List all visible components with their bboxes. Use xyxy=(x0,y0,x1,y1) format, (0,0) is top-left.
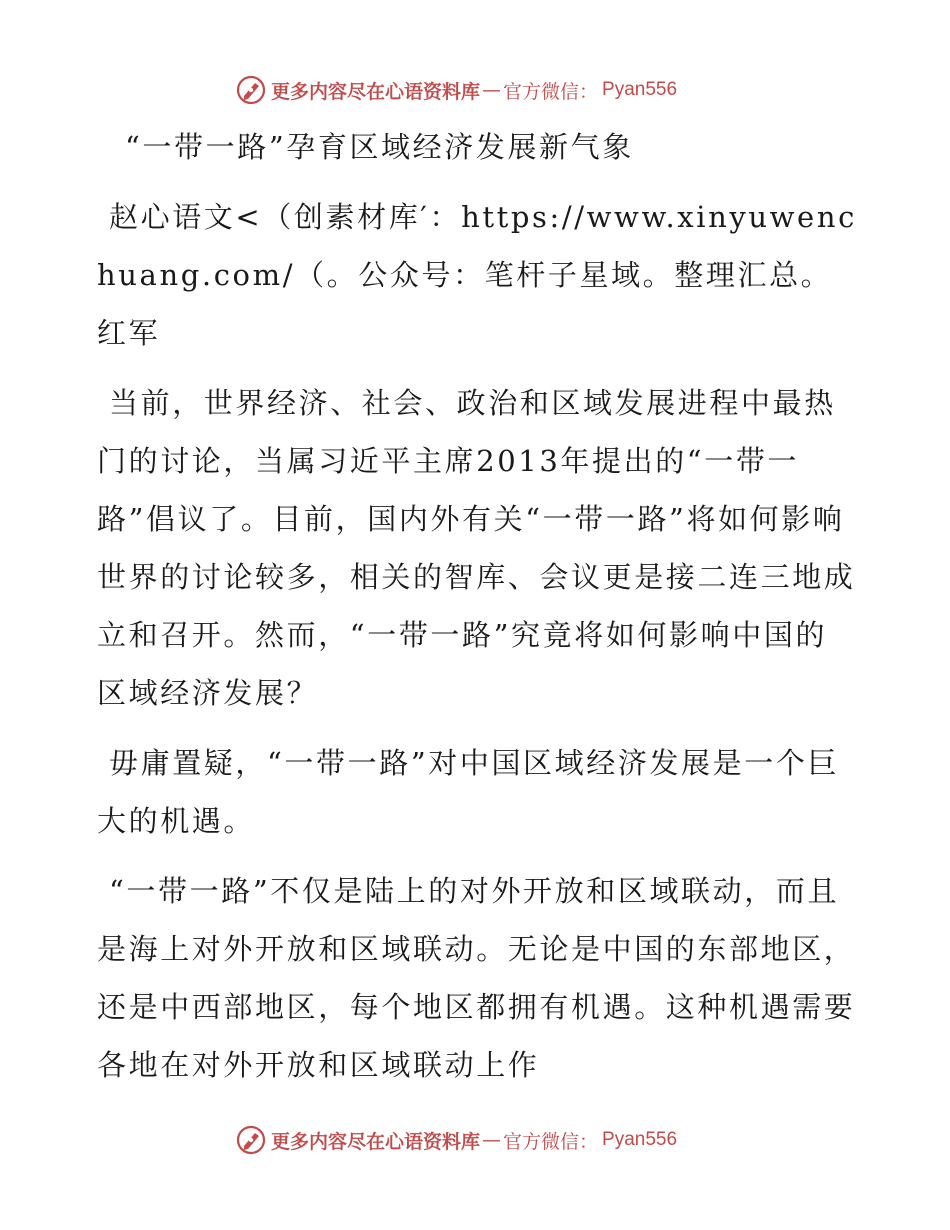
watermark-wechat-id: Pyan556 xyxy=(602,1129,678,1150)
watermark-dash: — xyxy=(482,1129,502,1151)
watermark-official-label: 官方微信： xyxy=(503,1130,599,1153)
watermark-dash: — xyxy=(482,79,502,101)
paragraph-source: 赵心语文<（创素材库′：https://www.xinyuwenchuang.com/（。公众号：笔杆子星域。整理汇总。红军 xyxy=(97,200,857,350)
document-body xyxy=(97,118,857,1106)
watermark-official-label: 官方微信： xyxy=(503,80,599,103)
watermark-brand-text: 更多内容尽在心语资料库 xyxy=(271,80,481,103)
paragraph-regional: “一带一路”不仅是陆上的对外开放和区域联动，而且是海上对外开放和区域联动。无论是中国的东部地区，还是中西部地区，每个地区都拥有机遇。这种机遇需要各地在对外开放和区域联动上作 xyxy=(97,874,856,1082)
watermark-brand-text: 更多内容尽在心语资料库 xyxy=(271,1130,481,1153)
watermark-footer xyxy=(235,1122,677,1158)
paragraph-intro: 当前，世界经济、社会、政治和区域发展进程中最热门的讨论，当属习近平主席2013年提出的“一带一路”倡议了。目前，国内外有关“一带一路”将如何影响世界的讨论较多，相关的智库、会议更是接二连三地成立和召开。然而，“一带一路”究竟将如何影响中国的区域经济发展？ xyxy=(97,386,856,710)
watermark-wechat-id: Pyan556 xyxy=(602,79,678,100)
paragraph-opportunity: 毋庸置疑，“一带一路”对中国区域经济发展是一个巨大的机遇。 xyxy=(97,746,840,838)
document-title: “一带一路”孕育区域经济发展新气象 xyxy=(125,130,634,164)
watermark-header xyxy=(235,72,677,108)
brand-logo-icon xyxy=(235,1124,267,1156)
brand-logo-icon xyxy=(235,74,267,106)
